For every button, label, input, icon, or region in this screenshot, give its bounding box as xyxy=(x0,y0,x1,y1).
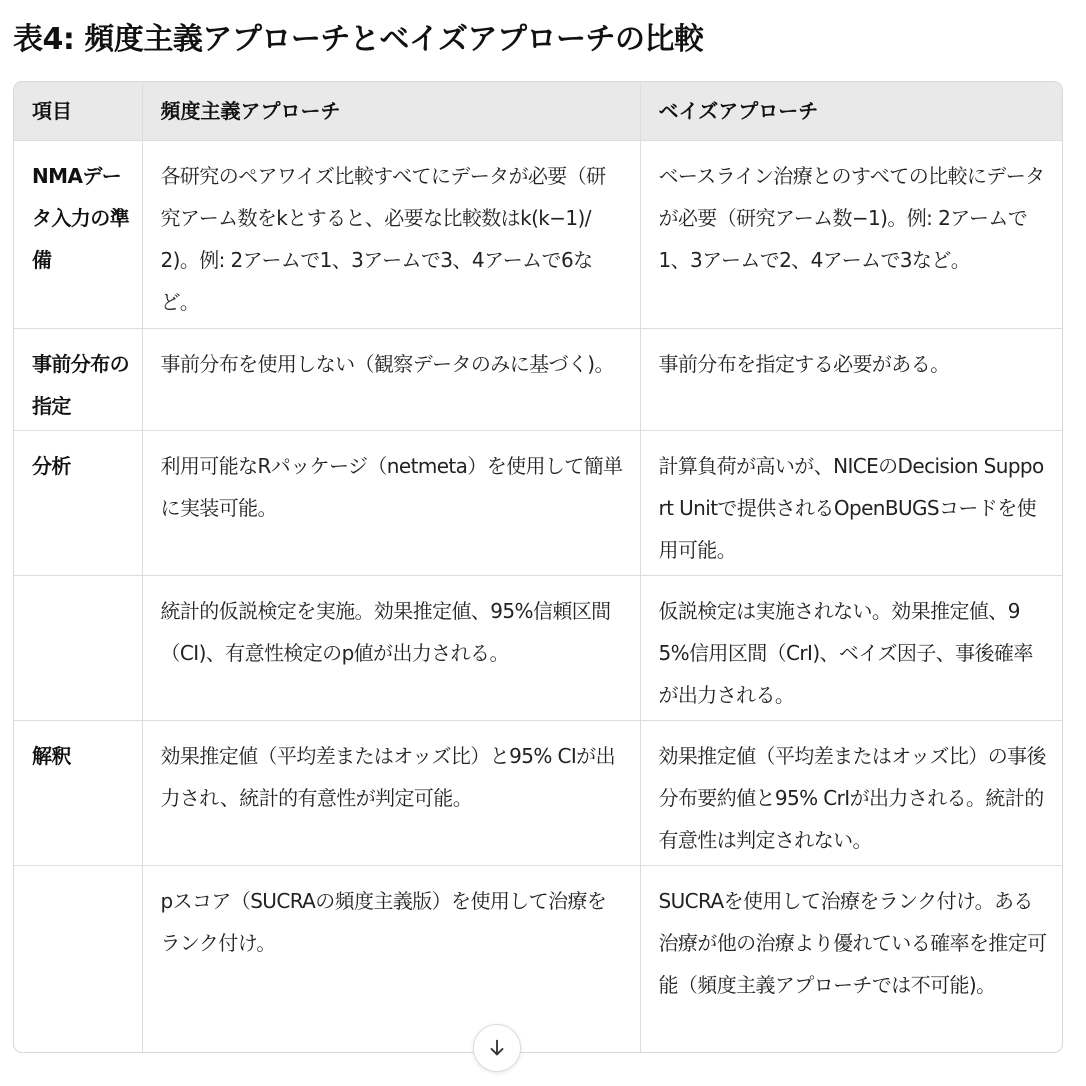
table-row xyxy=(14,865,1063,1053)
table-row xyxy=(14,575,1063,720)
comparison-table xyxy=(14,82,1063,1053)
cell-frequentist: pスコア（SUCRAの頻度主義版）を使用して治療をランク付け。 xyxy=(142,865,640,1053)
cell-item: 解釈 xyxy=(14,720,142,865)
cell-frequentist: 利用可能なRパッケージ（netmeta）を使用して簡単に実装可能。 xyxy=(142,430,640,575)
cell-item: 分析 xyxy=(14,430,142,575)
cell-frequentist: 各研究のペアワイズ比較すべてにデータが必要（研究アーム数をkとすると、必要な比較数はk(k−1)/2)。例: 2アームで1、3アームで3、4アームで6など。 xyxy=(142,140,640,328)
cell-item: NMAデータ入力の準備 xyxy=(14,140,142,328)
cell-frequentist: 効果推定値（平均差またはオッズ比）と95% CIが出力され、統計的有意性が判定可能。 xyxy=(142,720,640,865)
cell-item xyxy=(14,865,142,1053)
scroll-down-button[interactable] xyxy=(473,1024,521,1072)
table-row xyxy=(14,140,1063,328)
page-title: 表4: 頻度主義アプローチとベイズアプローチの比較 xyxy=(13,22,704,57)
comparison-table-container[interactable] xyxy=(13,81,1063,1053)
cell-frequentist: 事前分布を使用しない（観察データのみに基づく)。 xyxy=(142,328,640,430)
cell-frequentist: 統計的仮説検定を実施。効果推定値、95%信頼区間（CI)、有意性検定のp値が出力される。 xyxy=(142,575,640,720)
table-row xyxy=(14,328,1063,430)
header-item: 項目 xyxy=(14,82,142,140)
header-bayesian: ベイズアプローチ xyxy=(640,82,1063,140)
table-row xyxy=(14,720,1063,865)
table-row xyxy=(14,430,1063,575)
cell-bayesian: 効果推定値（平均差またはオッズ比）の事後分布要約値と95% CrIが出力される。統計的有意性は判定されない。 xyxy=(640,720,1063,865)
cell-bayesian: SUCRAを使用して治療をランク付け。ある治療が他の治療より優れている確率を推定可能（頻度主義アプローチでは不可能)。 xyxy=(658,888,1047,997)
cell-item xyxy=(14,575,142,720)
header-frequentist: 頻度主義アプローチ xyxy=(142,82,640,140)
cell-bayesian: 事前分布を指定する必要がある。 xyxy=(640,328,1063,430)
cell-item: 事前分布の指定 xyxy=(14,328,142,430)
cell-bayesian: 仮説検定は実施されない。効果推定値、95%信用区間（CrI)、ベイズ因子、事後確率が出力される。 xyxy=(640,575,1063,720)
table-header-row xyxy=(14,82,1063,140)
arrow-down-icon xyxy=(486,1037,508,1059)
cell-bayesian: 計算負荷が高いが、NICEのDecision Support Unitで提供されるOpenBUGSコードを使用可能。 xyxy=(640,430,1063,575)
cell-bayesian: ベースライン治療とのすべての比較にデータが必要（研究アーム数−1)。例: 2アームで1、3アームで2、4アームで3など。 xyxy=(640,140,1063,328)
